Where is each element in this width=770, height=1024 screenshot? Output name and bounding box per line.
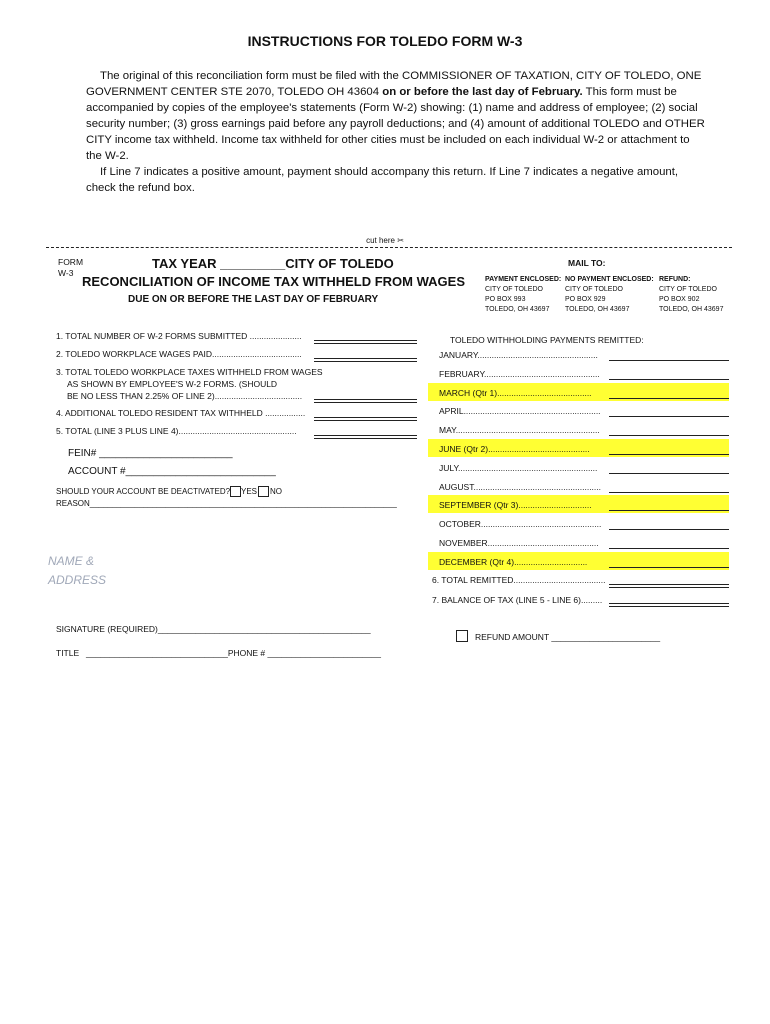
month-amount-field[interactable]: [609, 510, 729, 511]
title-phone-field[interactable]: ______________________________PHONE # ________________________: [86, 648, 381, 658]
month-label: AUGUST......................................................: [439, 482, 602, 492]
signature-field[interactable]: SIGNATURE (REQUIRED)_____________________________________________: [56, 624, 371, 634]
month-amount-field[interactable]: [609, 548, 729, 549]
refund-amount-field[interactable]: REFUND AMOUNT _______________________: [475, 632, 661, 642]
line-4-field[interactable]: [314, 417, 417, 421]
line-4-label: 4. ADDITIONAL TOLEDO RESIDENT TAX WITHHELD .................: [56, 408, 306, 418]
line-3-field[interactable]: [314, 399, 417, 403]
account-field[interactable]: ACCOUNT #___________________________: [68, 466, 276, 477]
month-label: JUNE (Qtr 2)...........................................: [439, 444, 590, 454]
month-label: FEBRUARY.................................................: [439, 369, 600, 379]
tax-year-line: TAX YEAR _________CITY OF TOLEDO: [152, 256, 394, 271]
mail-payment-enclosed: PAYMENT ENCLOSED: CITY OF TOLEDO PO BOX 993 TOLEDO, OH 43697: [485, 276, 562, 313]
month-label: SEPTEMBER (Qtr 3)...............................: [439, 500, 592, 510]
month-amount-field[interactable]: [609, 435, 729, 436]
month-label: JULY...........................................................: [439, 463, 598, 473]
instructions-paragraph-1: The original of this reconciliation form must be filed with the COMMISSIONER OF TAXATION, CITY OF TOLEDO, ONE GOVERNMENT CENTER STE 2070, TOLEDO OH 43604 on or before the last day of February. This form must be accompanied by copies of the employee's statements (Form W-2) showing: (1) name and address of employee; (2) social security number; (3) gross earnings paid before any payroll deductions; and (4) amount of additional TOLEDO and OTHER CITY income tax withheld. Income tax withheld for other cities must be included on each individual W-2 or attachment to the W-2.: [86, 70, 705, 162]
month-amount-field[interactable]: [609, 360, 729, 361]
reason-field[interactable]: REASON_____________________________________________________________________: [56, 499, 397, 508]
form-title: RECONCILIATION OF INCOME TAX WITHHELD FROM WAGES: [82, 274, 465, 289]
cut-line: [46, 247, 732, 248]
total-remitted-label: 6. TOTAL REMITTED.......................................: [432, 575, 606, 585]
cut-here-label: cut here ✂: [366, 236, 404, 245]
month-amount-field[interactable]: [609, 473, 729, 474]
line-3-label-c: BE NO LESS THAN 2.25% OF LINE 2).....................................: [67, 391, 303, 401]
instructions-body: [86, 68, 706, 196]
line-3-label-a: 3. TOTAL TOLEDO WORKPLACE TAXES WITHHELD FROM WAGES: [56, 367, 323, 377]
month-amount-field[interactable]: [609, 398, 729, 399]
instructions-paragraph-2: If Line 7 indicates a positive amount, payment should accompany this return. If Line 7 indicates a negative amount, check the refund box.: [86, 166, 679, 194]
balance-field[interactable]: [609, 603, 729, 607]
payments-heading: TOLEDO WITHHOLDING PAYMENTS REMITTED:: [450, 335, 644, 345]
yes-checkbox[interactable]: [230, 486, 241, 497]
name-address-placeholder: NAME & ADDRESS: [48, 554, 107, 587]
month-label: DECEMBER (Qtr 4)...............................: [439, 557, 588, 567]
month-label: JANUARY...................................................: [439, 350, 598, 360]
line-2-label: 2. TOLEDO WORKPLACE WAGES PAID......................................: [56, 349, 302, 359]
month-label: MARCH (Qtr 1)........................................: [439, 388, 592, 398]
month-amount-field[interactable]: [609, 529, 729, 530]
no-checkbox[interactable]: [258, 486, 269, 497]
month-label: APRIL..........................................................: [439, 406, 601, 416]
deactivate-question: SHOULD YOUR ACCOUNT BE DEACTIVATED?: [56, 487, 231, 496]
line-5-field[interactable]: [314, 435, 417, 439]
month-label: NOVEMBER...............................................: [439, 538, 599, 548]
mail-refund: REFUND: CITY OF TOLEDO PO BOX 902 TOLEDO, OH 43697: [659, 276, 724, 313]
line-1-label: 1. TOTAL NUMBER OF W-2 FORMS SUBMITTED ......................: [56, 331, 302, 341]
line-1-field[interactable]: [314, 340, 417, 344]
due-date: DUE ON OR BEFORE THE LAST DAY OF FEBRUARY: [128, 294, 379, 305]
mail-to-label: MAIL TO:: [568, 258, 606, 268]
month-label: OCTOBER...................................................: [439, 519, 602, 529]
form-id: FORM W-3: [58, 257, 84, 278]
balance-label: 7. BALANCE OF TAX (LINE 5 - LINE 6).........: [432, 595, 603, 605]
month-amount-field[interactable]: [609, 492, 729, 493]
yes-label: YES: [241, 487, 258, 496]
instructions-title: INSTRUCTIONS FOR TOLEDO FORM W-3: [247, 33, 523, 49]
month-amount-field[interactable]: [609, 416, 729, 417]
month-amount-field[interactable]: [609, 379, 729, 380]
no-label: NO: [270, 487, 282, 496]
fein-field[interactable]: FEIN# ________________________: [68, 448, 233, 459]
line-3-label-b: AS SHOWN BY EMPLOYEE'S W-2 FORMS. (SHOULD: [67, 379, 278, 389]
month-label: MAY.............................................................: [439, 425, 600, 435]
month-amount-field[interactable]: [609, 454, 729, 455]
refund-checkbox[interactable]: [456, 630, 468, 642]
total-remitted-field[interactable]: [609, 584, 729, 588]
scissors-icon: ✂: [397, 236, 404, 245]
month-amount-field[interactable]: [609, 567, 729, 568]
line-2-field[interactable]: [314, 358, 417, 362]
line-5-label: 5. TOTAL (LINE 3 PLUS LINE 4)..................................................: [56, 426, 297, 436]
title-label: TITLE: [56, 648, 80, 658]
mail-no-payment: NO PAYMENT ENCLOSED: CITY OF TOLEDO PO BOX 929 TOLEDO, OH 43697: [565, 276, 654, 313]
